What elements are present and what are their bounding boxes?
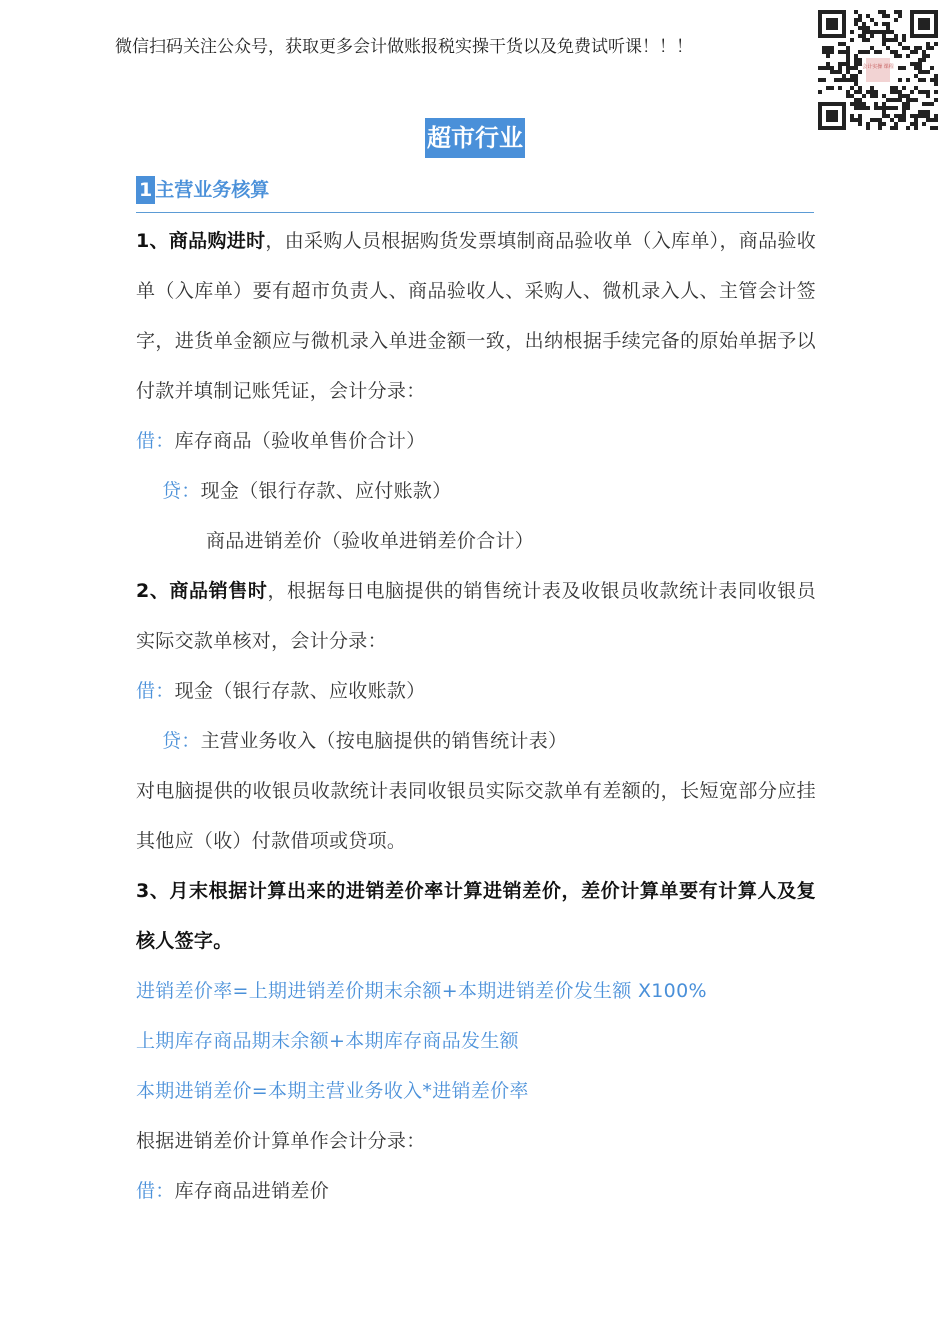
qr-module (882, 94, 886, 98)
qr-code[interactable] (818, 10, 938, 130)
qr-module (838, 78, 842, 82)
qr-module (886, 22, 890, 26)
qr-module (862, 34, 866, 38)
qr-module (886, 106, 890, 110)
qr-module (886, 26, 890, 30)
qr-module (890, 38, 894, 42)
qr-module (862, 94, 866, 98)
qr-module (858, 14, 862, 18)
qr-module (866, 14, 870, 18)
qr-module (850, 78, 854, 82)
qr-module (862, 106, 866, 110)
qr-module (890, 30, 894, 34)
qr-module (822, 66, 826, 70)
qr-module (934, 90, 938, 94)
qr-module (898, 10, 902, 14)
qr-module (930, 46, 934, 50)
qr-module (922, 78, 926, 82)
qr-module (854, 22, 858, 26)
qr-module (926, 110, 930, 114)
qr-module (882, 22, 886, 26)
credit-label: 贷： (162, 730, 201, 752)
qr-module (898, 94, 902, 98)
qr-module (934, 78, 938, 82)
entry-text: 现金（银行存款、应付账款） (200, 480, 452, 502)
qr-module (826, 62, 830, 66)
qr-module (830, 86, 834, 90)
qr-module (826, 66, 830, 70)
paragraph-lead: 1、商品购进时 (136, 230, 266, 252)
qr-module (934, 82, 938, 86)
qr-module (894, 54, 898, 58)
qr-module (870, 46, 874, 50)
qr-module (870, 86, 874, 90)
qr-module (906, 78, 910, 82)
qr-module (918, 62, 922, 66)
entry-text: 库存商品进销差价 (174, 1180, 330, 1202)
qr-module (858, 34, 862, 38)
qr-module (894, 86, 898, 90)
qr-module (894, 98, 898, 102)
qr-module (874, 22, 878, 26)
qr-module (906, 102, 910, 106)
paragraph-entry-intro: 根据进销差价计算单作会计分录： (136, 1130, 426, 1152)
qr-module (878, 30, 882, 34)
formula-denominator: 上期库存商品期末余额+本期库存商品发生额 (136, 1030, 519, 1052)
qr-module (898, 78, 902, 82)
section-title: 主营业务核算 (155, 179, 270, 201)
qr-module (866, 30, 870, 34)
qr-module (822, 46, 826, 50)
qr-module (882, 110, 886, 114)
qr-module (830, 66, 834, 70)
qr-module (858, 102, 862, 106)
formula-difference: 本期进销差价=本期主营业务收入*进销差价率 (136, 1080, 529, 1102)
qr-module (906, 98, 910, 102)
qr-module (902, 110, 906, 114)
qr-module (882, 38, 886, 42)
qr-module (902, 86, 906, 90)
qr-module (890, 86, 894, 90)
entry-credit (136, 716, 816, 766)
qr-module (894, 10, 898, 14)
qr-module (858, 98, 862, 102)
qr-module (902, 106, 906, 110)
qr-module (886, 38, 890, 42)
qr-module (822, 50, 826, 54)
qr-module (926, 102, 930, 106)
qr-module (914, 66, 918, 70)
paragraph-month-end: 3、月末根据计算出来的进销差价率计算进销差价，差价计算单要有计算人及复核人签字。 (136, 880, 816, 952)
entry-text: 库存商品（验收单售价合计） (174, 430, 426, 452)
qr-module (910, 62, 914, 66)
qr-module (846, 50, 850, 54)
qr-center-logo (866, 58, 890, 82)
qr-module (866, 50, 870, 54)
qr-module (902, 94, 906, 98)
qr-module (882, 42, 886, 46)
qr-module (838, 50, 842, 54)
qr-module (826, 54, 830, 58)
qr-module (854, 66, 858, 70)
entry-text: 现金（银行存款、应收账款） (174, 680, 426, 702)
qr-module (914, 46, 918, 50)
qr-module (854, 90, 858, 94)
qr-module (858, 18, 862, 22)
qr-module (902, 102, 906, 106)
page-title: 超市行业 (425, 118, 525, 158)
qr-module (818, 66, 822, 70)
qr-module (874, 90, 878, 94)
qr-module (930, 102, 934, 106)
qr-module (886, 14, 890, 18)
qr-module (854, 106, 858, 110)
qr-module (890, 106, 894, 110)
qr-module (822, 78, 826, 82)
qr-module (894, 18, 898, 22)
qr-module (914, 62, 918, 66)
entry-debit (136, 666, 816, 716)
qr-module (894, 34, 898, 38)
qr-module (918, 78, 922, 82)
qr-module (862, 102, 866, 106)
qr-module (846, 70, 850, 74)
qr-module (926, 42, 930, 46)
qr-module (898, 98, 902, 102)
qr-module (914, 74, 918, 78)
qr-module (826, 86, 830, 90)
qr-module (838, 70, 842, 74)
qr-module (858, 86, 862, 90)
qr-module (866, 90, 870, 94)
qr-module (922, 50, 926, 54)
qr-module (918, 66, 922, 70)
qr-module (926, 46, 930, 50)
qr-module (906, 46, 910, 50)
qr-module (930, 66, 934, 70)
debit-label: 借： (136, 430, 175, 452)
qr-module (838, 62, 842, 66)
entry-credit (136, 466, 816, 516)
entry-debit (136, 416, 816, 466)
qr-module (846, 94, 850, 98)
qr-module (854, 62, 858, 66)
qr-module (926, 94, 930, 98)
qr-logo-text: 会计实操 课程 (862, 64, 894, 70)
qr-module (902, 34, 906, 38)
qr-module (882, 102, 886, 106)
qr-module (926, 70, 930, 74)
qr-module (866, 26, 870, 30)
qr-module (862, 38, 866, 42)
qr-finder-top-left (818, 10, 846, 38)
credit-label: 贷： (162, 480, 201, 502)
qr-module (886, 46, 890, 50)
paragraph-purchase (136, 216, 816, 416)
section-heading (136, 176, 814, 213)
qr-module (846, 46, 850, 50)
qr-module (834, 70, 838, 74)
qr-module (842, 42, 846, 46)
qr-module (914, 86, 918, 90)
qr-module (854, 58, 858, 62)
qr-module (918, 70, 922, 74)
qr-module (902, 46, 906, 50)
qr-module (882, 30, 886, 34)
qr-module (854, 102, 858, 106)
qr-module (878, 106, 882, 110)
qr-module (854, 10, 858, 14)
entry-debit (136, 1166, 816, 1216)
qr-module (902, 66, 906, 70)
qr-module (898, 42, 902, 46)
formula-rate: 进销差价率=上期进销差价期末余额+本期进销差价发生额 X100% (136, 980, 707, 1002)
entry-credit-line2: 商品进销差价（验收单进销差价合计） (206, 530, 535, 552)
qr-module (930, 78, 934, 82)
qr-module (818, 78, 822, 82)
qr-module (918, 110, 922, 114)
qr-module (870, 94, 874, 98)
qr-module (854, 78, 858, 82)
qr-module (870, 18, 874, 22)
qr-module (854, 74, 858, 78)
qr-module (830, 50, 834, 54)
qr-module (858, 26, 862, 30)
qr-module (838, 42, 842, 46)
qr-module (890, 50, 894, 54)
qr-module (834, 78, 838, 82)
qr-module (918, 58, 922, 62)
qr-module (846, 54, 850, 58)
qr-module (830, 70, 834, 74)
qr-module (846, 58, 850, 62)
paragraph-sales (136, 566, 816, 666)
qr-module (850, 30, 854, 34)
qr-module (866, 106, 870, 110)
section-number: 1 (136, 176, 155, 204)
qr-module (922, 54, 926, 58)
qr-module (934, 98, 938, 102)
qr-module (902, 38, 906, 42)
qr-module (934, 42, 938, 46)
qr-module (894, 106, 898, 110)
qr-module (870, 90, 874, 94)
qr-module (890, 90, 894, 94)
qr-module (882, 34, 886, 38)
qr-module (838, 86, 842, 90)
qr-module (906, 106, 910, 110)
qr-module (854, 54, 858, 58)
qr-module (882, 10, 886, 14)
qr-module (898, 54, 902, 58)
qr-module (826, 50, 830, 54)
qr-module (854, 98, 858, 102)
qr-module (874, 50, 878, 54)
qr-module (846, 62, 850, 66)
qr-module (894, 90, 898, 94)
paragraph-lead: 2、商品销售时 (136, 580, 268, 602)
qr-module (826, 46, 830, 50)
qr-module (850, 66, 854, 70)
qr-module (882, 14, 886, 18)
qr-module (850, 86, 854, 90)
qr-module (910, 90, 914, 94)
qr-module (918, 90, 922, 94)
qr-module (922, 70, 926, 74)
debit-label: 借： (136, 1180, 175, 1202)
qr-module (850, 38, 854, 42)
qr-module (858, 106, 862, 110)
qr-module (842, 78, 846, 82)
qr-module (918, 46, 922, 50)
qr-module (886, 30, 890, 34)
qr-module (846, 66, 850, 70)
qr-module (818, 90, 822, 94)
qr-module (858, 50, 862, 54)
qr-module (914, 98, 918, 102)
qr-module (866, 38, 870, 42)
qr-module (906, 54, 910, 58)
qr-module (890, 98, 894, 102)
qr-module (862, 26, 866, 30)
debit-label: 借： (136, 680, 175, 702)
qr-module (858, 58, 862, 62)
qr-module (922, 90, 926, 94)
qr-finder-top-right (910, 10, 938, 38)
qr-module (838, 66, 842, 70)
qr-module (898, 14, 902, 18)
qr-module (846, 78, 850, 82)
qr-module (862, 50, 866, 54)
qr-module (898, 66, 902, 70)
qr-module (870, 30, 874, 34)
qr-module (910, 98, 914, 102)
qr-module (922, 102, 926, 106)
qr-module (842, 62, 846, 66)
qr-module (846, 90, 850, 94)
qr-module (878, 10, 882, 14)
qr-module (830, 46, 834, 50)
qr-module (874, 94, 878, 98)
qr-module (898, 90, 902, 94)
qr-module (894, 50, 898, 54)
qr-module (870, 34, 874, 38)
qr-module (882, 106, 886, 110)
promo-banner-text: 微信扫码关注公众号，获取更多会计做账报税实操干货以及免费试听课！！！ (115, 37, 693, 57)
qr-module (858, 70, 862, 74)
qr-module (850, 74, 854, 78)
qr-module (926, 90, 930, 94)
qr-module (926, 54, 930, 58)
qr-module (874, 106, 878, 110)
qr-module (934, 74, 938, 78)
qr-module (914, 50, 918, 54)
qr-module (906, 94, 910, 98)
qr-module (922, 110, 926, 114)
qr-module (910, 50, 914, 54)
qr-module (874, 102, 878, 106)
paragraph-text: ，由采购人员根据购货发票填制商品验收单（入库单），商品验收单（入库单）要有超市负责人、商品验收人、采购人、微机录入人、主管会计签字，进货单金额应与微机录入单进金额一致，出纳根据手续完备的原始单据予以付款并填制记账凭证，会计分录： (136, 230, 816, 402)
qr-module (922, 58, 926, 62)
paragraph-text: ，根据每日电脑提供的销售统计表及收银员收款统计表同收银员实际交款单核对，会计分录： (136, 580, 816, 652)
qr-module (886, 98, 890, 102)
qr-module (862, 22, 866, 26)
paragraph-difference: 对电脑提供的收银员收款统计表同收银员实际交款单有差额的，长短宽部分应挂其他应（收）付款借项或贷项。 (136, 780, 816, 852)
qr-module (842, 74, 846, 78)
qr-module (854, 18, 858, 22)
qr-module (850, 94, 854, 98)
qr-module (842, 50, 846, 54)
entry-text: 主营业务收入（按电脑提供的销售统计表） (200, 730, 568, 752)
document-body (136, 216, 816, 1216)
qr-module (878, 50, 882, 54)
qr-module (862, 30, 866, 34)
qr-module (858, 90, 862, 94)
qr-module (854, 82, 858, 86)
qr-module (874, 30, 878, 34)
qr-module (850, 102, 854, 106)
qr-module (894, 38, 898, 42)
